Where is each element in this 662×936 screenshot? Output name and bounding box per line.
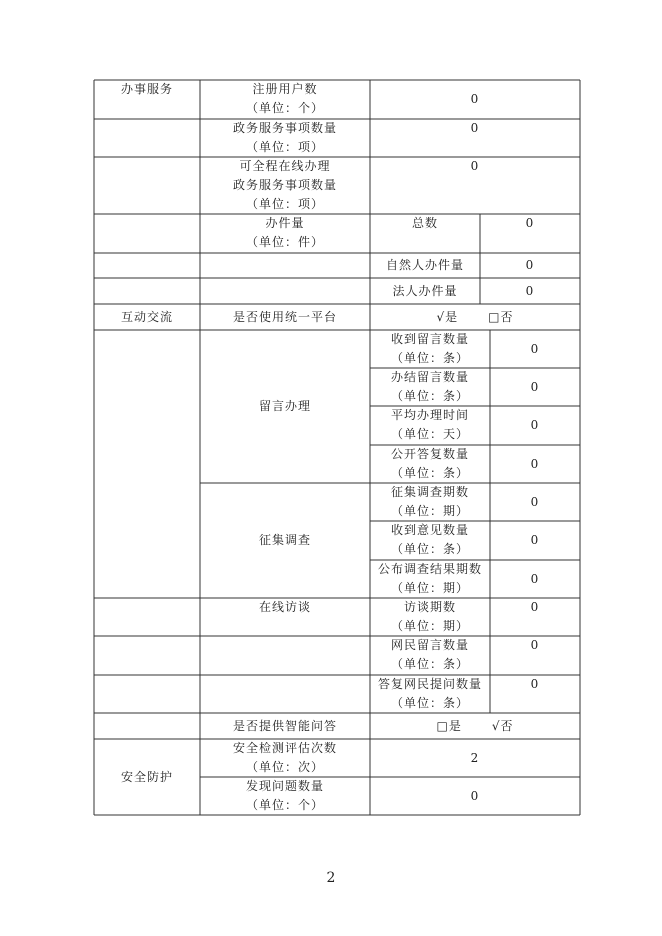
interview-periods-value: 0 xyxy=(530,600,540,614)
message-handling-group: 留言办理 xyxy=(258,399,311,413)
opinions-received-value: 0 xyxy=(530,533,540,547)
case-total-value: 0 xyxy=(525,216,535,230)
legal-person-cases-label: 法人办件量 xyxy=(392,283,458,298)
platform-no-option: □否 xyxy=(488,309,514,324)
survey-group: 征集调查 xyxy=(258,533,311,547)
smart-qa-yes-option: □是 xyxy=(436,718,462,733)
legal-person-cases-value: 0 xyxy=(525,283,535,298)
survey-results-value: 0 xyxy=(530,571,540,586)
answered-questions-value: 0 xyxy=(530,677,540,691)
service-items-value: 0 xyxy=(470,121,480,135)
issues-found-value: 0 xyxy=(470,788,480,803)
unified-platform-choice xyxy=(370,304,580,330)
online-interview-group: 在线访谈 xyxy=(258,600,311,614)
messages-closed-value: 0 xyxy=(530,379,540,394)
natural-person-cases-label: 自然人办件量 xyxy=(385,258,464,272)
messages-closed-label: 办结留言数量 （单位：条） xyxy=(390,370,469,403)
average-time-label: 平均办理时间 （单位：天） xyxy=(390,408,469,441)
registered-users-label: 注册用户数 （单位：个） xyxy=(245,82,324,115)
unified-platform-label: 是否使用统一平台 xyxy=(232,309,337,324)
messages-received-value: 0 xyxy=(530,341,540,356)
security-checks-value: 2 xyxy=(470,750,480,765)
service-items-label: 政务服务事项数量 （单位：项） xyxy=(232,121,337,154)
smart-qa-choice xyxy=(370,713,580,739)
survey-periods-value: 0 xyxy=(530,494,540,509)
natural-person-cases-value: 0 xyxy=(525,258,535,272)
online-items-label: 可全程在线办理 政务服务事项数量 （单位：项） xyxy=(232,159,337,211)
answered-questions-label: 答复网民提问数量 （单位：条） xyxy=(377,677,482,710)
interview-periods-label: 访谈期数 （单位：期） xyxy=(390,600,469,633)
section-office-services: 办事服务 xyxy=(120,82,173,96)
section-interaction: 互动交流 xyxy=(120,309,173,324)
survey-periods-label: 征集调查期数 （单位：期） xyxy=(390,485,469,518)
public-replies-label: 公开答复数量 （单位：条） xyxy=(390,447,469,480)
public-replies-value: 0 xyxy=(530,456,540,471)
smart-qa-no-option: √否 xyxy=(491,718,514,733)
average-time-value: 0 xyxy=(530,418,540,432)
case-total-label: 总数 xyxy=(411,216,438,230)
survey-results-label: 公布调查结果期数 （单位：期） xyxy=(377,562,482,595)
issues-found-label: 发现问题数量 （单位：个） xyxy=(245,779,324,812)
case-volume-label: 办件量 （单位：件） xyxy=(245,216,324,249)
netizen-messages-value: 0 xyxy=(530,638,540,652)
smart-qa-label: 是否提供智能问答 xyxy=(232,718,337,733)
netizen-messages-label: 网民留言数量 （单位：条） xyxy=(390,638,469,671)
section-security: 安全防护 xyxy=(120,769,173,784)
online-items-value: 0 xyxy=(470,159,480,173)
page-number: 2 xyxy=(326,870,336,886)
platform-yes-option: √是 xyxy=(436,309,459,324)
messages-received-label: 收到留言数量 （单位：条） xyxy=(390,332,469,365)
opinions-received-label: 收到意见数量 （单位：条） xyxy=(390,523,469,556)
security-checks-label: 安全检测评估次数 （单位：次） xyxy=(232,741,337,774)
registered-users-value: 0 xyxy=(470,92,480,106)
